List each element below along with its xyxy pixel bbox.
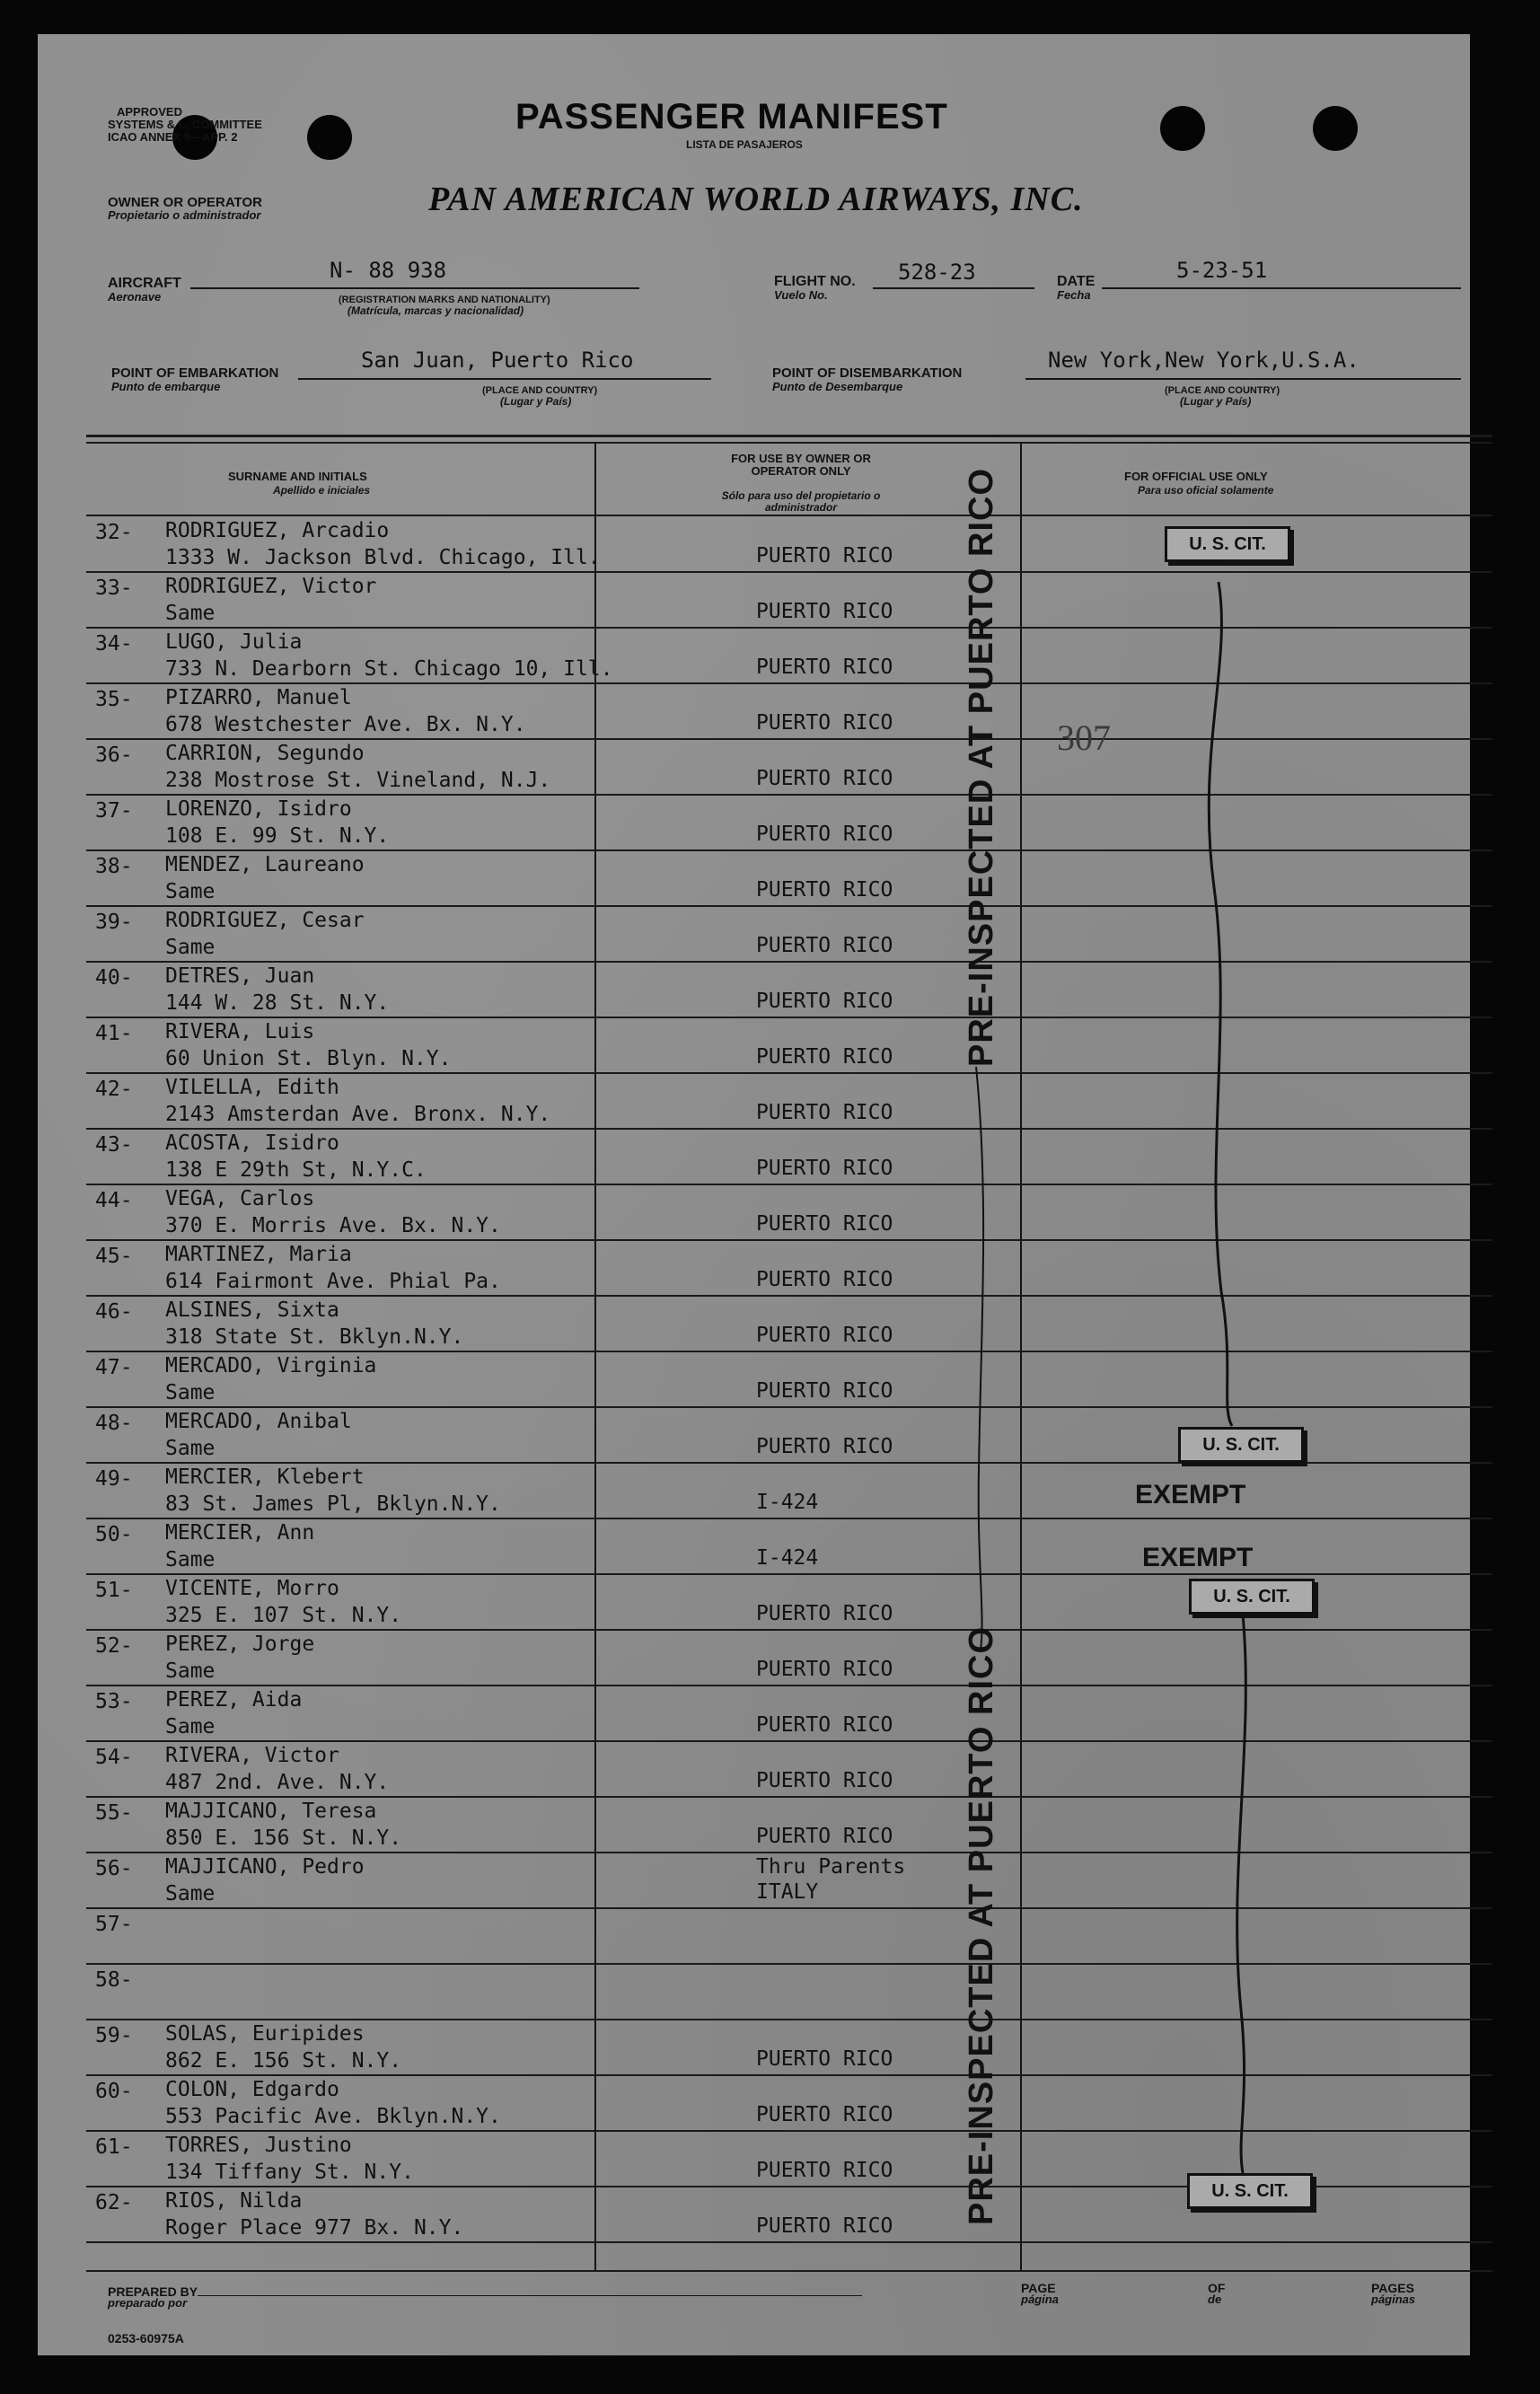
row-number: 40- <box>95 966 133 990</box>
us-cit-stamp-1: U. S. CIT. <box>1165 526 1290 562</box>
row-number: 52- <box>95 1634 133 1658</box>
disembark-hint-es: (Lugar y País) <box>1180 395 1252 408</box>
passenger-name: RIVERA, Victor <box>165 1744 339 1767</box>
passenger-name: MERCIER, Ann <box>165 1521 315 1545</box>
passenger-origin: PUERTO RICO <box>756 1045 893 1069</box>
row-number: 46- <box>95 1300 133 1324</box>
passenger-name: RODRIGUEZ, Arcadio <box>165 519 390 542</box>
passenger-name: RIVERA, Luis <box>165 1020 315 1043</box>
exempt-stamp-1: EXEMPT <box>1135 1480 1246 1509</box>
row-number: 36- <box>95 744 133 767</box>
passenger-name: LUGO, Julia <box>165 630 303 654</box>
passenger-origin: PUERTO RICO <box>756 2103 893 2126</box>
passenger-address: Same <box>165 1659 216 1683</box>
date-value: 5-23-51 <box>1176 258 1268 283</box>
passenger-address: 138 E 29th St, N.Y.C. <box>165 1158 427 1182</box>
passenger-name: MERCIER, Klebert <box>165 1465 365 1489</box>
passenger-name: ALSINES, Sixta <box>165 1298 339 1322</box>
passenger-address: Same <box>165 1548 216 1571</box>
pre-inspected-stamp-lower: PRE-INSPECTED AT PUERTO RICO <box>963 1625 1000 2225</box>
row-number: 51- <box>95 1579 133 1602</box>
passenger-address: 614 Fairmont Ave. Phial Pa. <box>165 1270 501 1293</box>
page-label: PAGE <box>1021 2281 1056 2295</box>
passenger-address: Same <box>165 1437 216 1460</box>
passenger-name: PEREZ, Jorge <box>165 1633 315 1656</box>
col-header-owner-es: Sólo para uso del propietario o administrador <box>721 489 881 514</box>
col-header-owner: FOR USE BY OWNER OR OPERATOR ONLY <box>731 452 871 478</box>
embarkation-value: San Juan, Puerto Rico <box>361 348 634 373</box>
aircraft-hint-es: (Matrícula, marcas y nacionalidad) <box>348 304 524 317</box>
passenger-name: PIZARRO, Manuel <box>165 686 352 709</box>
us-cit-stamp-2: U. S. CIT. <box>1178 1427 1304 1463</box>
row-number: 35- <box>95 688 133 711</box>
row-number: 37- <box>95 799 133 823</box>
manifest-subtitle: LISTA DE PASAJEROS <box>686 138 803 151</box>
passenger-origin: PUERTO RICO <box>756 2214 893 2238</box>
embark-hint: (PLACE AND COUNTRY) <box>482 385 598 396</box>
col-header-name-es: Apellido e iniciales <box>273 484 371 497</box>
passenger-address: Same <box>165 1715 216 1738</box>
passenger-name: PEREZ, Aida <box>165 1688 303 1712</box>
passenger-name: MARTINEZ, Maria <box>165 1243 352 1266</box>
of-label: OF <box>1208 2281 1226 2295</box>
passenger-address: 325 E. 107 St. N.Y. <box>165 1604 402 1627</box>
passenger-origin: PUERTO RICO <box>756 1157 893 1180</box>
passenger-address: 318 State St. Bklyn.N.Y. <box>165 1325 464 1349</box>
passenger-name: MAJJICANO, Teresa <box>165 1800 377 1823</box>
aircraft-label: AIRCRAFT <box>108 276 181 291</box>
row-number: 60- <box>95 2080 133 2103</box>
passenger-name: VILELLA, Edith <box>165 1076 339 1099</box>
row-number: 42- <box>95 1078 133 1101</box>
passenger-name: RODRIGUEZ, Cesar <box>165 909 365 932</box>
passenger-origin: PUERTO RICO <box>756 823 893 846</box>
passenger-name: DETRES, Juan <box>165 964 315 988</box>
us-cit-stamp-3: U. S. CIT. <box>1189 1579 1315 1615</box>
approval-line-2: SYSTEMS & L. COMMITTEE <box>108 118 262 131</box>
passenger-address: Roger Place 977 Bx. N.Y. <box>165 2216 464 2240</box>
passenger-name: TORRES, Justino <box>165 2134 352 2157</box>
passenger-name: MENDEZ, Laureano <box>165 853 365 876</box>
row-number: 41- <box>95 1022 133 1045</box>
flight-number: 528-23 <box>898 260 976 285</box>
passenger-name: MERCADO, Anibal <box>165 1410 352 1433</box>
row-number: 55- <box>95 1801 133 1825</box>
row-number: 38- <box>95 855 133 878</box>
manifest-sheet <box>38 34 1470 2355</box>
passenger-origin: PUERTO RICO <box>756 600 893 623</box>
row-number: 32- <box>95 521 133 544</box>
passenger-origin: PUERTO RICO <box>756 2047 893 2071</box>
pages-label: PAGES <box>1371 2281 1414 2295</box>
col-header-name: SURNAME AND INITIALS <box>228 470 367 483</box>
passenger-address: 144 W. 28 St. N.Y. <box>165 991 390 1015</box>
passenger-address: 370 E. Morris Ave. Bx. N.Y. <box>165 1214 501 1237</box>
passenger-origin: PUERTO RICO <box>756 1602 893 1625</box>
passenger-origin: PUERTO RICO <box>756 711 893 735</box>
passenger-origin: PUERTO RICO <box>756 934 893 957</box>
operator-name: PAN AMERICAN WORLD AIRWAYS, INC. <box>428 180 1084 218</box>
handwritten-number: 307 <box>1057 717 1111 758</box>
passenger-origin: PUERTO RICO <box>756 878 893 902</box>
passenger-origin: I-424 <box>756 1491 819 1514</box>
us-cit-stamp-4: U. S. CIT. <box>1187 2173 1313 2209</box>
row-number: 56- <box>95 1857 133 1880</box>
of-label-es: de <box>1208 2293 1222 2306</box>
disembark-label: POINT OF DISEMBARKATION <box>772 365 963 381</box>
passenger-origin: PUERTO RICO <box>756 1324 893 1347</box>
passenger-origin: PUERTO RICO <box>756 990 893 1013</box>
passenger-address: 238 Mostrose St. Vineland, N.J. <box>165 769 551 792</box>
passenger-origin: I-424 <box>756 1546 819 1570</box>
disembarkation-value: New York,New York,U.S.A. <box>1048 348 1360 373</box>
row-number: 62- <box>95 2191 133 2214</box>
row-number: 57- <box>95 1913 133 1936</box>
passenger-address: 108 E. 99 St. N.Y. <box>165 824 390 848</box>
manifest-title: PASSENGER MANIFEST <box>515 97 948 136</box>
pages-label-es: páginas <box>1371 2293 1416 2306</box>
passenger-address: 553 Pacific Ave. Bklyn.N.Y. <box>165 2105 501 2128</box>
passenger-origin: PUERTO RICO <box>756 1268 893 1291</box>
passenger-address: Same <box>165 1882 216 1906</box>
date-label: DATE <box>1057 274 1096 289</box>
passenger-address: 862 E. 156 St. N.Y. <box>165 2049 402 2073</box>
row-number: 59- <box>95 2024 133 2047</box>
passenger-origin: PUERTO RICO <box>756 1658 893 1681</box>
approval-line-3: ICAO ANNEX 9—APP. 2 <box>108 130 238 144</box>
row-number: 48- <box>95 1412 133 1435</box>
passenger-origin: PUERTO RICO <box>756 2159 893 2182</box>
passenger-address: 678 Westchester Ave. Bx. N.Y. <box>165 713 526 736</box>
disembark-hint: (PLACE AND COUNTRY) <box>1165 385 1280 396</box>
passenger-origin: PUERTO RICO <box>756 1713 893 1737</box>
col-header-official: FOR OFFICIAL USE ONLY <box>1124 470 1268 483</box>
passenger-origin: PUERTO RICO <box>756 1379 893 1403</box>
passenger-name: RODRIGUEZ, Victor <box>165 575 377 598</box>
passenger-origin: PUERTO RICO <box>756 1825 893 1848</box>
row-number: 47- <box>95 1356 133 1379</box>
embark-label-es: Punto de embarque <box>111 380 221 393</box>
passenger-address: 733 N. Dearborn St. Chicago 10, Ill. <box>165 657 613 681</box>
passenger-origin-note: ITALY <box>756 1880 819 1904</box>
disembark-label-es: Punto de Desembarque <box>772 380 903 393</box>
prepared-by-label: PREPARED BY <box>108 2284 198 2299</box>
exempt-stamp-2: EXEMPT <box>1142 1543 1254 1572</box>
row-number: 54- <box>95 1746 133 1769</box>
passenger-origin: PUERTO RICO <box>756 544 893 568</box>
prepared-by-label-es: preparado por <box>108 2296 188 2310</box>
row-number: 50- <box>95 1523 133 1546</box>
passenger-name: ACOSTA, Isidro <box>165 1131 339 1155</box>
passenger-name: MERCADO, Virginia <box>165 1354 377 1377</box>
owner-label-es: Propietario o administrador <box>108 208 261 222</box>
row-number: 33- <box>95 576 133 600</box>
aircraft-hint: (REGISTRATION MARKS AND NATIONALITY) <box>339 295 550 305</box>
passenger-origin: Thru Parents <box>756 1855 906 1879</box>
passenger-origin: PUERTO RICO <box>756 767 893 790</box>
passenger-address: Same <box>165 602 216 625</box>
aircraft-label-es: Aeronave <box>108 290 162 304</box>
owner-label: OWNER OR OPERATOR <box>108 195 262 210</box>
row-number: 34- <box>95 632 133 656</box>
passenger-address: 60 Union St. Blyn. N.Y. <box>165 1047 452 1070</box>
flight-label-es: Vuelo No. <box>774 288 828 302</box>
passenger-address: 134 Tiffany St. N.Y. <box>165 2161 414 2184</box>
row-number: 58- <box>95 1968 133 1992</box>
passenger-address: Same <box>165 1381 216 1404</box>
row-number: 45- <box>95 1245 133 1268</box>
row-number: 49- <box>95 1467 133 1491</box>
row-number: 61- <box>95 2135 133 2159</box>
passenger-name: VEGA, Carlos <box>165 1187 315 1210</box>
approval-line-1: APPROVED <box>117 105 182 119</box>
passenger-address: Same <box>165 880 216 903</box>
passenger-name: LORENZO, Isidro <box>165 797 352 821</box>
passenger-origin: PUERTO RICO <box>756 1212 893 1236</box>
passenger-address: 850 E. 156 St. N.Y. <box>165 1826 402 1850</box>
passenger-address: Same <box>165 936 216 959</box>
passenger-origin: PUERTO RICO <box>756 1101 893 1124</box>
col-header-official-es: Para uso oficial solamente <box>1138 484 1274 497</box>
passenger-origin: PUERTO RICO <box>756 1435 893 1458</box>
passenger-address: 83 St. James Pl, Bklyn.N.Y. <box>165 1492 501 1516</box>
passenger-name: RIOS, Nilda <box>165 2189 303 2213</box>
passenger-origin: PUERTO RICO <box>756 1769 893 1792</box>
passenger-name: CARRION, Segundo <box>165 742 365 765</box>
date-label-es: Fecha <box>1057 288 1091 302</box>
passenger-origin: PUERTO RICO <box>756 656 893 679</box>
form-code: 0253-60975A <box>108 2331 184 2346</box>
flight-label: FLIGHT NO. <box>774 274 856 289</box>
pre-inspected-stamp-upper: PRE-INSPECTED AT PUERTO RICO <box>963 467 1000 1067</box>
row-number: 53- <box>95 1690 133 1713</box>
passenger-name: MAJJICANO, Pedro <box>165 1855 365 1879</box>
passenger-name: SOLAS, Euripides <box>165 2022 365 2046</box>
passenger-address: 2143 Amsterdan Ave. Bronx. N.Y. <box>165 1103 551 1126</box>
row-number: 39- <box>95 911 133 934</box>
passenger-address: 487 2nd. Ave. N.Y. <box>165 1771 390 1794</box>
passenger-address: 1333 W. Jackson Blvd. Chicago, Ill. <box>165 546 601 569</box>
ditto-bracket-lines <box>38 34 1470 2355</box>
embark-label: POINT OF EMBARKATION <box>111 365 279 381</box>
row-number: 44- <box>95 1189 133 1212</box>
embark-hint-es: (Lugar y País) <box>500 395 572 408</box>
aircraft-value: N- 88 938 <box>330 258 447 283</box>
passenger-name: COLON, Edgardo <box>165 2078 339 2101</box>
passenger-name: VICENTE, Morro <box>165 1577 339 1600</box>
row-number: 43- <box>95 1133 133 1157</box>
page-label-es: página <box>1021 2293 1059 2306</box>
